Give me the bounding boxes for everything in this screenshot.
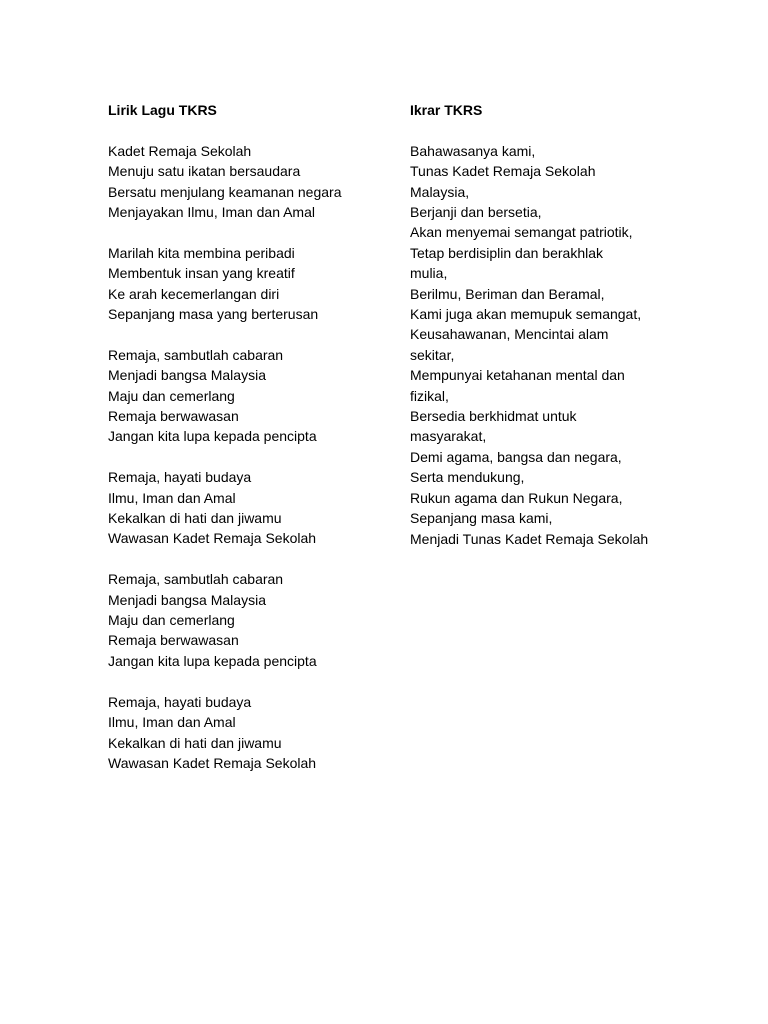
lyric-line: Maju dan cemerlang: [108, 612, 235, 629]
pledge-line: Rukun agama dan Rukun Negara,: [410, 489, 623, 506]
lyrics-stanza-2: [108, 243, 388, 325]
pledge-line: Tunas Kadet Remaja Sekolah: [410, 163, 596, 180]
lyric-line: Kekalkan di hati dan jiwamu: [108, 734, 282, 751]
pledge-line: masyarakat,: [410, 428, 487, 445]
lyric-line: Menjadi bangsa Malaysia: [108, 591, 266, 608]
lyric-line: Jangan kita lupa kepada pencipta: [108, 652, 317, 669]
lyric-line: Sepanjang masa yang berterusan: [108, 306, 319, 323]
lyrics-stanza-1: [108, 141, 388, 223]
lyric-line: Ilmu, Iman dan Amal: [108, 489, 236, 506]
lyric-line: Remaja, sambutlah cabaran: [108, 571, 284, 588]
pledge-line: Berjanji dan bersetia,: [410, 204, 542, 221]
lyric-line: Ke arah kecemerlangan diri: [108, 285, 280, 302]
pledge-line: Berilmu, Beriman dan Beramal,: [410, 285, 605, 302]
lyrics-stanza-6: [108, 692, 388, 774]
lyric-line: Membentuk insan yang kreatif: [108, 265, 295, 282]
lyric-line: Kekalkan di hati dan jiwamu: [108, 510, 282, 527]
pledge-line: Bahawasanya kami,: [410, 142, 536, 159]
pledge-line: Tetap berdisiplin dan berakhlak: [410, 244, 604, 261]
pledge-title: Ikrar TKRS: [410, 102, 483, 118]
pledge-line: mulia,: [410, 265, 448, 282]
pledge-line: Kami juga akan memupuk semangat,: [410, 306, 642, 323]
lyric-line: Wawasan Kadet Remaja Sekolah: [108, 754, 317, 771]
lyric-line: Remaja berwawasan: [108, 632, 239, 649]
lyric-line: Wawasan Kadet Remaja Sekolah: [108, 530, 317, 547]
lyric-line: Remaja berwawasan: [108, 408, 239, 425]
lyric-line: Bersatu menjulang keamanan negara: [108, 183, 342, 200]
pledge-line: Sepanjang masa kami,: [410, 510, 553, 527]
lyrics-stanza-4: [108, 467, 388, 549]
lyric-line: Menjayakan Ilmu, Iman dan Amal: [108, 204, 315, 221]
lyrics-stanza-3: [108, 345, 388, 447]
pledge-line: Menjadi Tunas Kadet Remaja Sekolah: [410, 530, 649, 547]
pledge-line: Demi agama, bangsa dan negara,: [410, 448, 622, 465]
lyric-line: Marilah kita membina peribadi: [108, 244, 295, 261]
pledge-line: fizikal,: [410, 387, 449, 404]
pledge-line: Bersedia berkhidmat untuk: [410, 408, 577, 425]
lyric-line: Menjadi bangsa Malaysia: [108, 367, 266, 384]
lyric-line: Kadet Remaja Sekolah: [108, 142, 252, 159]
lyrics-column: [108, 100, 388, 794]
lyric-line: Remaja, sambutlah cabaran: [108, 346, 284, 363]
lyrics-title: Lirik Lagu TKRS: [108, 102, 217, 118]
pledge-column: [410, 100, 710, 569]
pledge-text: [410, 141, 710, 549]
lyric-line: Menuju satu ikatan bersaudara: [108, 163, 301, 180]
pledge-line: Malaysia,: [410, 183, 470, 200]
lyric-line: Jangan kita lupa kepada pencipta: [108, 428, 317, 445]
lyric-line: Remaja, hayati budaya: [108, 469, 252, 486]
lyrics-stanza-5: [108, 569, 388, 671]
lyric-line: Remaja, hayati budaya: [108, 693, 252, 710]
pledge-line: Akan menyemai semangat patriotik,: [410, 224, 633, 241]
pledge-line: Keusahawanan, Mencintai alam: [410, 326, 609, 343]
pledge-line: Serta mendukung,: [410, 469, 525, 486]
lyric-line: Ilmu, Iman dan Amal: [108, 714, 236, 731]
pledge-line: Mempunyai ketahanan mental dan: [410, 367, 625, 384]
lyric-line: Maju dan cemerlang: [108, 387, 235, 404]
pledge-line: sekitar,: [410, 346, 455, 363]
